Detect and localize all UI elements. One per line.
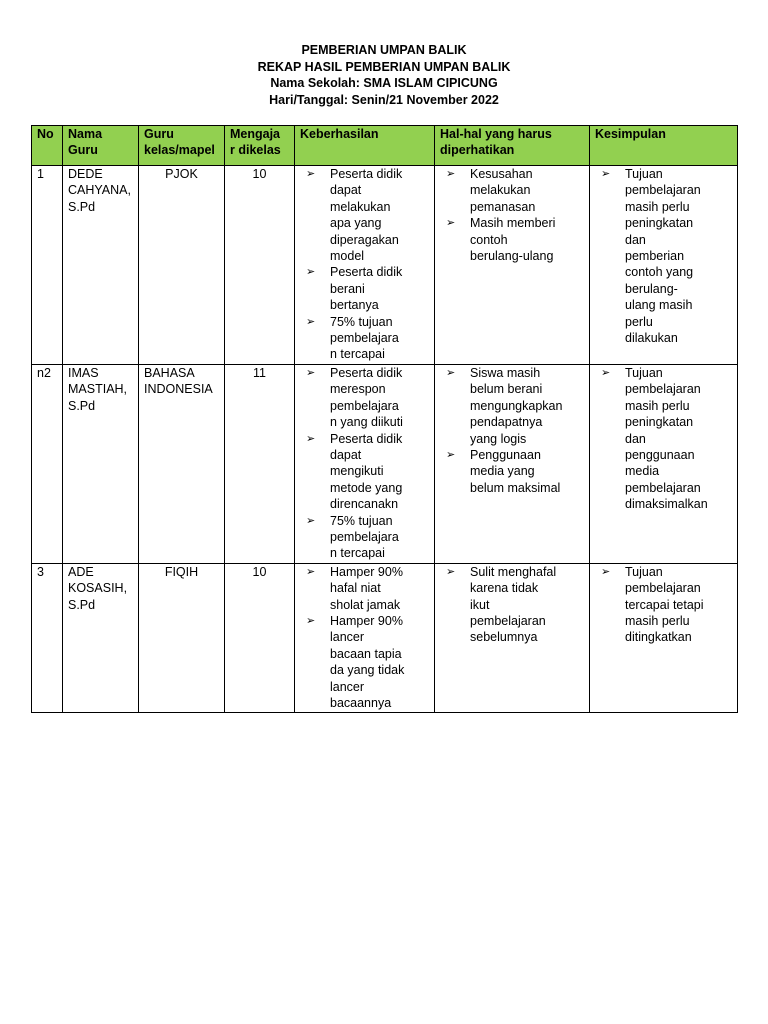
bullet-list xyxy=(595,166,732,346)
bullet-list xyxy=(595,564,732,646)
bullet-item: ➢ Peserta didik merespon pembelajara n yang diikuti xyxy=(330,365,429,431)
cell-hal-diperhatikan xyxy=(435,166,590,365)
bullet-item: ➢ Hamper 90% hafal niat sholat jamak xyxy=(330,564,429,613)
cell-mapel: FIQIH xyxy=(139,563,225,713)
table-header-row xyxy=(32,126,738,166)
bullet-item: ➢ Penggunaan media yang belum maksimal xyxy=(470,447,584,496)
bullet-item: ➢ Siswa masih belum berani mengungkapkan pendapatnya yang logis xyxy=(470,365,584,447)
cell-hal-diperhatikan xyxy=(435,563,590,713)
document-header xyxy=(0,42,768,108)
cell-kesimpulan xyxy=(590,166,738,365)
col-header-no: No xyxy=(32,126,63,166)
cell-kesimpulan xyxy=(590,563,738,713)
bullet-item: ➢ Peserta didik berani bertanya xyxy=(330,264,429,313)
col-header-kesimpulan: Kesimpulan xyxy=(590,126,738,166)
table-body xyxy=(32,166,738,713)
cell-kelas: 11 xyxy=(225,364,295,563)
col-header-hal: Hal-hal yang harus diperhatikan xyxy=(435,126,590,166)
header-subtitle: REKAP HASIL PEMBERIAN UMPAN BALIK xyxy=(257,59,511,74)
table-row xyxy=(32,166,738,365)
cell-keberhasilan xyxy=(295,364,435,563)
header-title: PEMBERIAN UMPAN BALIK xyxy=(301,43,467,57)
bullet-list xyxy=(440,166,584,264)
bullet-item: ➢ Sulit menghafal karena tidak ikut pembelajaran sebelumnya xyxy=(470,564,584,646)
bullet-list xyxy=(440,564,584,646)
bullet-item: ➢ Tujuan pembelajaran masih perlu peningkatan dan pemberian contoh yang berulang- ulang masih perlu dilakukan xyxy=(625,166,732,346)
bullet-item: ➢ Kesusahan melakukan pemanasan xyxy=(470,166,584,215)
table-row xyxy=(32,563,738,713)
bullet-item: ➢ Tujuan pembelajaran tercapai tetapi masih perlu ditingkatkan xyxy=(625,564,732,646)
cell-kelas: 10 xyxy=(225,166,295,365)
col-header-mapel: Guru kelas/mapel xyxy=(139,126,225,166)
bullet-item: ➢ Peserta didik dapat mengikuti metode yang direncanakn xyxy=(330,431,429,513)
bullet-item: ➢ 75% tujuan pembelajara n tercapai xyxy=(330,314,429,363)
cell-kesimpulan xyxy=(590,364,738,563)
bullet-list xyxy=(440,365,584,496)
cell-mapel: BAHASA INDONESIA xyxy=(139,364,225,563)
table-row xyxy=(32,364,738,563)
bullet-item: ➢ Hamper 90% lancer bacaan tapia da yang tidak lancer bacaannya xyxy=(330,613,429,711)
cell-nama-guru: DEDE CAHYANA, S.Pd xyxy=(63,166,139,365)
col-header-keberhasilan: Keberhasilan xyxy=(295,126,435,166)
cell-keberhasilan xyxy=(295,166,435,365)
cell-nama-guru: ADE KOSASIH, S.Pd xyxy=(63,563,139,713)
bullet-item: ➢ Masih memberi contoh berulang-ulang xyxy=(470,215,584,264)
cell-no: 1 xyxy=(32,166,63,365)
recap-table xyxy=(31,125,738,713)
bullet-item: ➢ Peserta didik dapat melakukan apa yang diperagakan model xyxy=(330,166,429,264)
cell-keberhasilan xyxy=(295,563,435,713)
cell-nama-guru: IMAS MASTIAH, S.Pd xyxy=(63,364,139,563)
cell-mapel: PJOK xyxy=(139,166,225,365)
header-school: Nama Sekolah: SMA ISLAM CIPICUNG xyxy=(270,76,498,90)
bullet-item: ➢ Tujuan pembelajaran masih perlu peningkatan dan penggunaan media pembelajaran dimaksimalkan xyxy=(625,365,732,513)
bullet-list xyxy=(300,365,429,562)
cell-no: 3 xyxy=(32,563,63,713)
cell-kelas: 10 xyxy=(225,563,295,713)
col-header-nama-guru: Nama Guru xyxy=(63,126,139,166)
cell-hal-diperhatikan xyxy=(435,364,590,563)
bullet-list xyxy=(300,564,429,712)
bullet-list xyxy=(300,166,429,363)
bullet-list xyxy=(595,365,732,513)
cell-no: n2 xyxy=(32,364,63,563)
header-date: Hari/Tanggal: Senin/21 November 2022 xyxy=(269,92,499,107)
col-header-kelas: Mengaja r dikelas xyxy=(225,126,295,166)
bullet-item: ➢ 75% tujuan pembelajara n tercapai xyxy=(330,513,429,562)
